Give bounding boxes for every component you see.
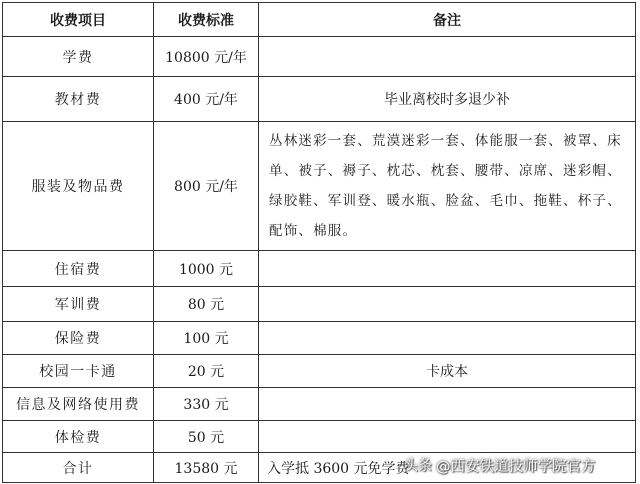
row-note — [259, 287, 636, 322]
table-row — [3, 421, 636, 453]
row-note — [259, 421, 636, 453]
header-amount: 收费标准 — [154, 3, 259, 37]
row-amount: 10800 元/年 — [154, 37, 259, 77]
table-row — [3, 388, 636, 421]
row-note: 毕业离校时多退少补 — [259, 77, 636, 122]
row-item: 校园一卡通 — [3, 355, 154, 388]
watermark-platform: 头条 — [404, 458, 432, 474]
row-amount: 1000 元 — [154, 251, 259, 287]
table-row — [3, 77, 636, 122]
row-item: 体检费 — [3, 421, 154, 453]
row-amount: 50 元 — [154, 421, 259, 453]
fee-table — [2, 2, 636, 483]
header-note: 备注 — [259, 3, 636, 37]
row-item: 服装及物品费 — [3, 122, 154, 251]
row-note — [259, 37, 636, 77]
table-row — [3, 122, 636, 251]
header-item: 收费项目 — [3, 3, 154, 37]
row-amount: 100 元 — [154, 322, 259, 355]
row-item: 学费 — [3, 37, 154, 77]
table-row — [3, 322, 636, 355]
row-note — [259, 251, 636, 287]
row-note: 入学抵 3600 元免学费 — [259, 453, 636, 483]
watermark-handle: @西安铁道技师学院官方 — [436, 458, 596, 475]
row-note: 卡成本 — [259, 355, 636, 388]
row-amount: 400 元/年 — [154, 77, 259, 122]
row-amount: 80 元 — [154, 287, 259, 322]
row-note — [259, 388, 636, 421]
row-item: 信息及网络使用费 — [3, 388, 154, 421]
row-amount: 330 元 — [154, 388, 259, 421]
row-item: 军训费 — [3, 287, 154, 322]
row-amount: 13580 元 — [154, 453, 259, 483]
row-item: 保险费 — [3, 322, 154, 355]
row-note — [259, 322, 636, 355]
row-item: 合计 — [3, 453, 154, 483]
row-item: 教材费 — [3, 77, 154, 122]
table-row — [3, 287, 636, 322]
table-row — [3, 355, 636, 388]
table-header-row — [3, 3, 636, 37]
table-row — [3, 37, 636, 77]
row-note: 丛林迷彩一套、荒漠迷彩一套、体能服一套、被罩、床单、被子、褥子、枕芯、枕套、腰带、凉席、迷彩帽、绿胶鞋、军训登、暖水瓶、脸盆、毛巾、拖鞋、杯子、配饰、棉服。 — [259, 122, 636, 251]
row-item: 住宿费 — [3, 251, 154, 287]
row-amount: 20 元 — [154, 355, 259, 388]
row-amount: 800 元/年 — [154, 122, 259, 251]
table-row-total — [3, 453, 636, 483]
table-row — [3, 251, 636, 287]
